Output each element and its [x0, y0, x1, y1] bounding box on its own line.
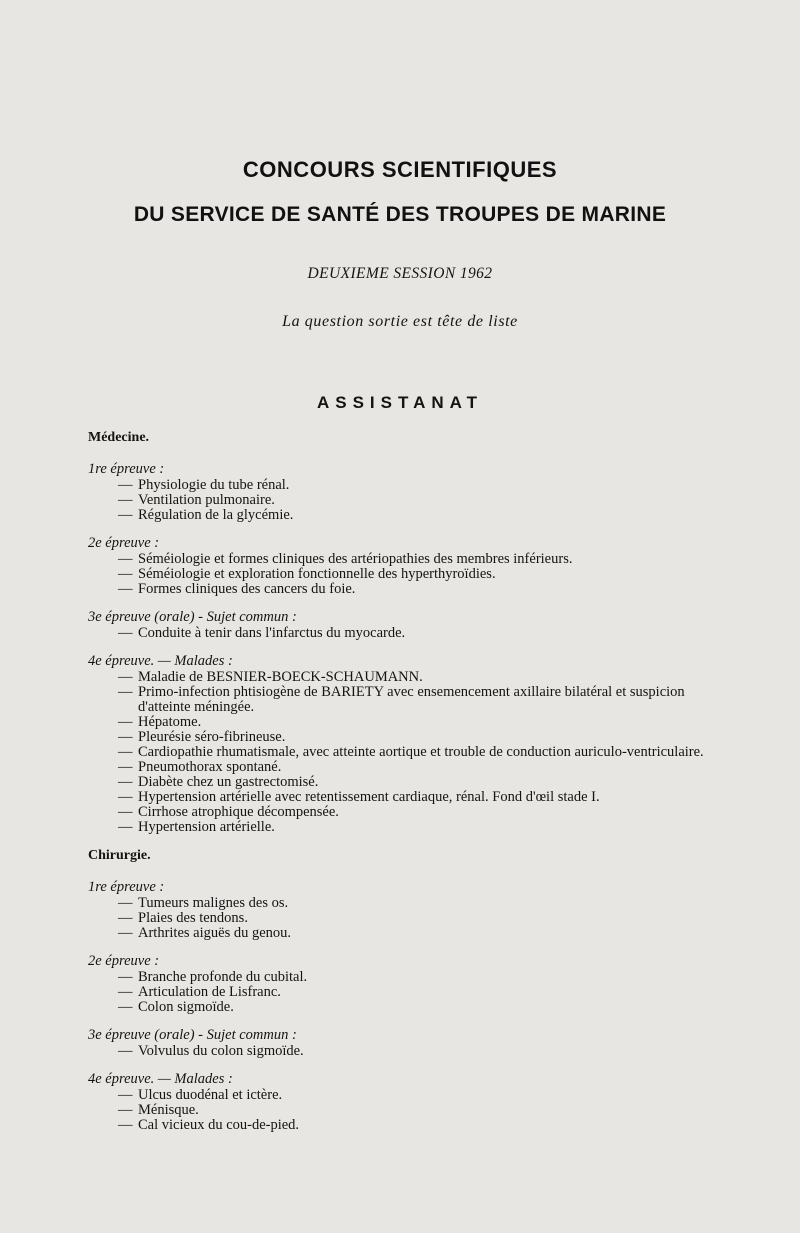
dash-marker: — [118, 1117, 133, 1133]
topic-text: Hypertension artérielle. [138, 819, 275, 835]
topic-item [88, 582, 718, 597]
epreuve-block [88, 880, 718, 941]
topic-list [88, 896, 718, 941]
document-title-line2: DU SERVICE DE SANTÉ DES TROUPES DE MARINE [133, 203, 667, 226]
epreuve-block [88, 954, 718, 1015]
dash-marker: — [118, 581, 133, 597]
topic-item [88, 745, 718, 760]
topic-list [88, 552, 718, 597]
dash-marker: — [118, 714, 133, 730]
dash-marker: — [118, 1102, 133, 1118]
group-heading: Chirurgie. [88, 848, 151, 863]
dash-marker: — [118, 669, 133, 685]
topic-item [88, 820, 718, 835]
topic-text: Conduite à tenir dans l'infarctus du myocarde. [138, 625, 406, 641]
epreuve-title: 1re épreuve : [88, 461, 165, 477]
session-label: DEUXIEME SESSION 1962 [307, 265, 493, 282]
dash-marker: — [118, 819, 133, 835]
dash-marker: — [118, 507, 133, 523]
dash-marker: — [118, 477, 133, 493]
dash-marker: — [118, 625, 133, 641]
subtitle-note: La question sortie est tête de liste [282, 313, 518, 330]
epreuve-block [88, 610, 718, 641]
dash-marker: — [118, 804, 133, 820]
dash-marker: — [118, 984, 133, 1000]
topic-item [88, 1088, 718, 1103]
topic-item [88, 730, 718, 745]
topic-item [88, 1103, 718, 1118]
topic-list [88, 1088, 718, 1133]
topic-item [88, 567, 718, 582]
topic-text: Cardiopathie rhumatismale, avec atteinte aortique et trouble de conduction auriculo-ventriculaire. [138, 744, 704, 760]
topic-text: Articulation de Lisfranc. [138, 984, 281, 1000]
dash-marker: — [118, 969, 133, 985]
topic-text: Plaies des tendons. [138, 910, 248, 926]
topic-list [88, 670, 718, 835]
dash-marker: — [118, 774, 133, 790]
dash-marker: — [118, 492, 133, 508]
topic-text: Hépatome. [138, 714, 202, 730]
exam-group [88, 848, 718, 1133]
dash-marker: — [118, 999, 133, 1015]
document-title-line1: CONCOURS SCIENTIFIQUES [242, 157, 558, 182]
epreuve-block [88, 1028, 718, 1059]
topic-item [88, 685, 718, 715]
topic-item [88, 911, 718, 926]
topic-item [88, 896, 718, 911]
topic-text: Physiologie du tube rénal. [138, 477, 290, 493]
topic-item [88, 508, 718, 523]
topic-item [88, 926, 718, 941]
topic-item [88, 985, 718, 1000]
topic-text: Séméiologie et formes cliniques des artériopathies des membres inférieurs. [138, 551, 573, 567]
topic-text: Pleurésie séro-fibrineuse. [138, 729, 286, 745]
topic-list [88, 626, 718, 641]
topic-item [88, 478, 718, 493]
dash-marker: — [118, 789, 133, 805]
topic-item [88, 775, 718, 790]
topic-text: Cal vicieux du cou-de-pied. [138, 1117, 300, 1133]
group-heading: Médecine. [88, 430, 150, 445]
epreuve-title: 4e épreuve. — Malades : [88, 653, 233, 669]
epreuve-block [88, 462, 718, 523]
exam-content [88, 430, 718, 1146]
topic-text: Formes cliniques des cancers du foie. [138, 581, 356, 597]
topic-text: Colon sigmoïde. [138, 999, 234, 1015]
section-title: ASSISTANAT [316, 393, 484, 412]
exam-group [88, 430, 718, 835]
topic-item [88, 760, 718, 775]
topic-text: Hypertension artérielle avec retentissement cardiaque, rénal. Fond d'œil stade I. [138, 789, 600, 805]
topic-text: Maladie de BESNIER-BOECK-SCHAUMANN. [138, 669, 423, 685]
dash-marker: — [118, 925, 133, 941]
epreuve-block [88, 536, 718, 597]
topic-item [88, 626, 718, 641]
dash-marker: — [118, 910, 133, 926]
topic-text: Pneumothorax spontané. [138, 759, 282, 775]
topic-text: Séméiologie et exploration fonctionnelle des hyperthyroïdies. [138, 566, 496, 582]
topic-text: Tumeurs malignes des os. [138, 895, 289, 911]
topic-item [88, 1118, 718, 1133]
epreuve-title: 1re épreuve : [88, 879, 165, 895]
topic-text: Régulation de la glycémie. [138, 507, 294, 523]
dash-marker: — [118, 744, 133, 760]
dash-marker: — [118, 1087, 133, 1103]
topic-item [88, 790, 718, 805]
topic-list [88, 478, 718, 523]
epreuve-title: 3e épreuve (orale) - Sujet commun : [88, 1027, 297, 1043]
topic-item [88, 670, 718, 685]
topic-text: Volvulus du colon sigmoïde. [138, 1043, 304, 1059]
topic-text: Cirrhose atrophique décompensée. [138, 804, 339, 820]
dash-marker: — [118, 729, 133, 745]
topic-text: Ménisque. [138, 1102, 199, 1118]
topic-list [88, 1044, 718, 1059]
topic-item [88, 552, 718, 567]
topic-list [88, 970, 718, 1015]
topic-item [88, 970, 718, 985]
topic-text: Branche profonde du cubital. [138, 969, 308, 985]
epreuve-title: 2e épreuve : [88, 953, 160, 969]
topic-item [88, 805, 718, 820]
topic-text: Ulcus duodénal et ictère. [138, 1087, 283, 1103]
topic-text: Ventilation pulmonaire. [138, 492, 275, 508]
epreuve-block [88, 654, 718, 835]
dash-marker: — [118, 551, 133, 567]
topic-text: Arthrites aiguës du genou. [138, 925, 292, 941]
epreuve-title: 2e épreuve : [88, 535, 160, 551]
dash-marker: — [118, 759, 133, 775]
topic-item [88, 715, 718, 730]
dash-marker: — [118, 566, 133, 582]
topic-text: Primo-infection phtisiogène de BARIETY avec ensemencement axillaire bilatéral et suspicion d'atteinte méningée. [138, 684, 685, 715]
topic-item [88, 1044, 718, 1059]
epreuve-title: 4e épreuve. — Malades : [88, 1071, 233, 1087]
topic-text: Diabète chez un gastrectomisé. [138, 774, 319, 790]
topic-item [88, 1000, 718, 1015]
dash-marker: — [118, 1043, 133, 1059]
epreuve-title: 3e épreuve (orale) - Sujet commun : [88, 609, 297, 625]
dash-marker: — [118, 895, 133, 911]
epreuve-block [88, 1072, 718, 1133]
topic-item [88, 493, 718, 508]
dash-marker: — [118, 684, 133, 700]
